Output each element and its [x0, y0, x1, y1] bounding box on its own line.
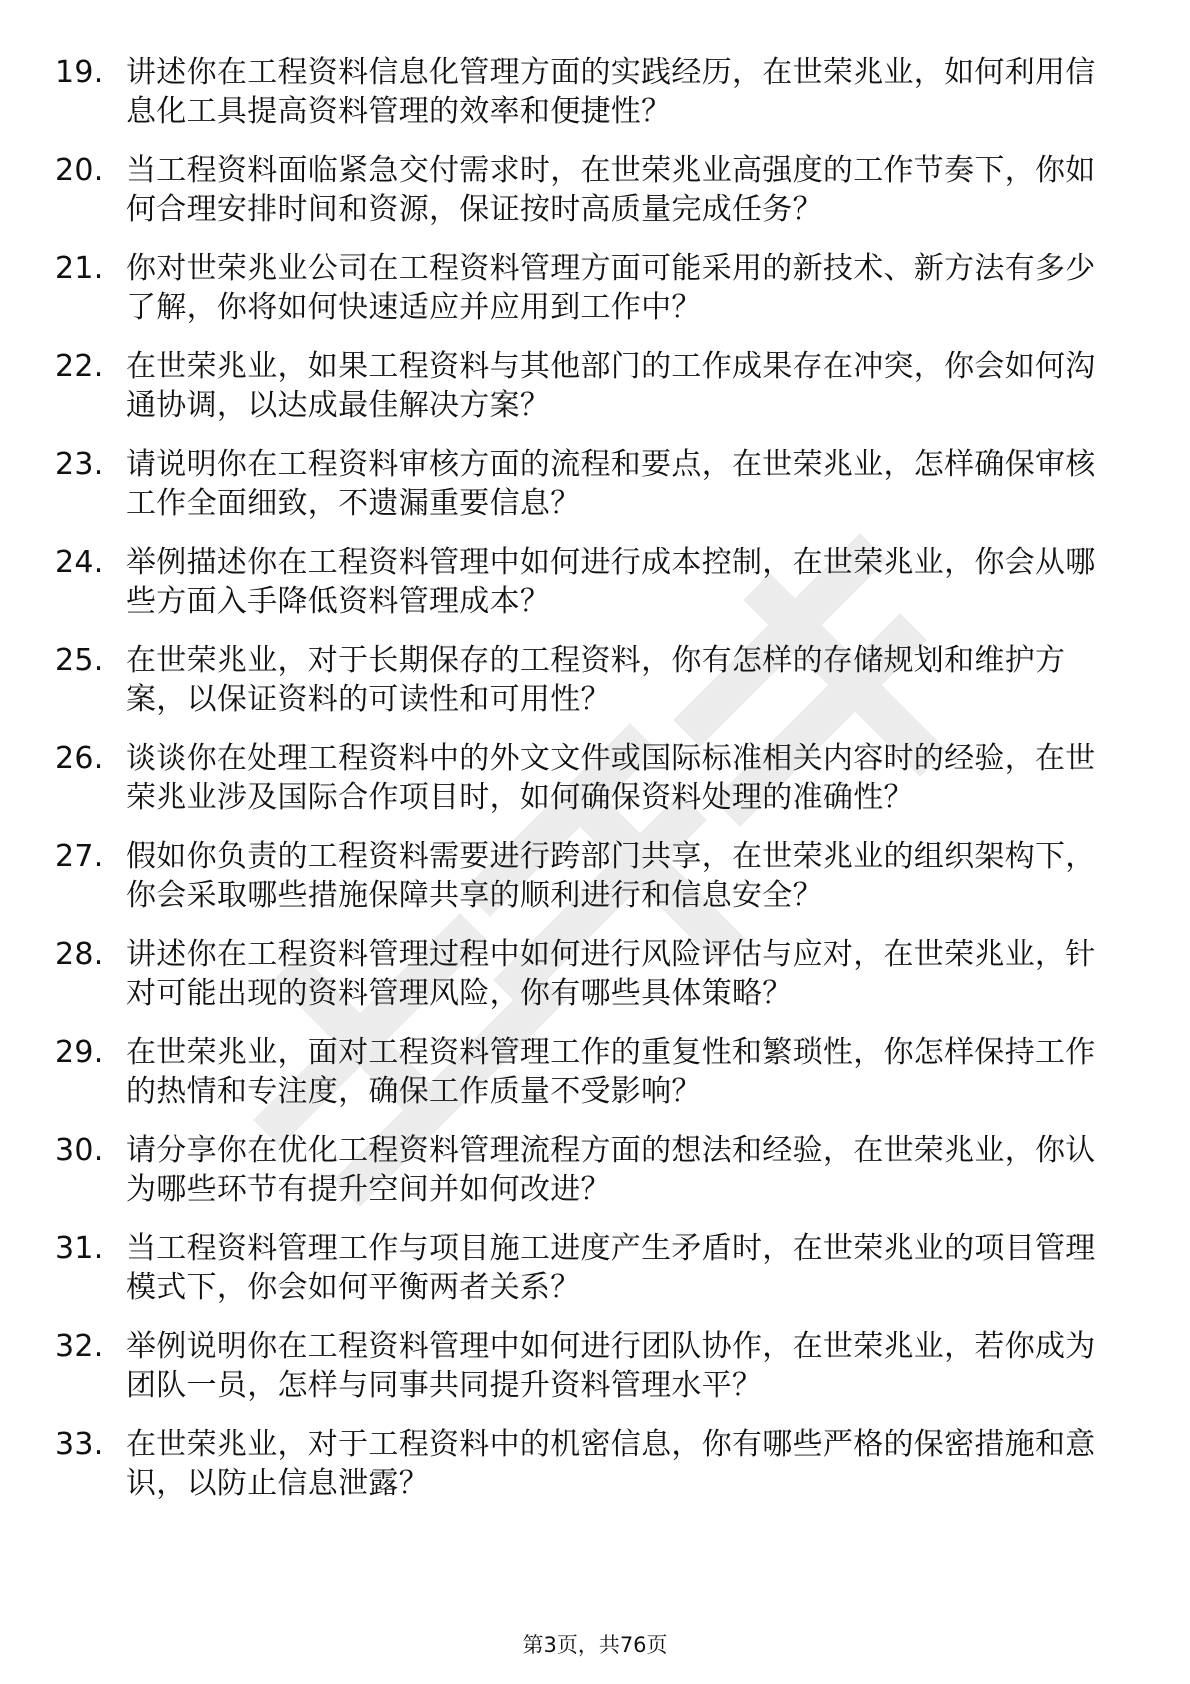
- list-item: [55, 445, 1115, 523]
- list-item: [55, 543, 1115, 621]
- list-item: [55, 1229, 1115, 1307]
- question-number: 25.: [55, 643, 104, 678]
- list-item: [55, 151, 1115, 229]
- question-number: 32.: [55, 1329, 104, 1364]
- list-item: [55, 1327, 1115, 1405]
- question-number: 30.: [55, 1133, 104, 1168]
- question-number: 28.: [55, 937, 104, 972]
- question-number: 22.: [55, 349, 104, 384]
- list-item: [55, 249, 1115, 327]
- list-item: [55, 347, 1115, 425]
- list-item: [55, 935, 1115, 1013]
- list-item: [55, 739, 1115, 817]
- question-text: 请分享你在优化工程资料管理流程方面的想法和经验，在世荣兆业，你认为哪些环节有提升空间并如何改进？: [126, 1133, 1096, 1207]
- question-text: 在世荣兆业，如果工程资料与其他部门的工作成果存在冲突，你会如何沟通协调，以达成最佳解决方案？: [126, 349, 1096, 423]
- question-number: 19.: [55, 55, 104, 90]
- question-number: 33.: [55, 1427, 104, 1462]
- question-text: 讲述你在工程资料信息化管理方面的实践经历，在世荣兆业，如何利用信息化工具提高资料管理的效率和便捷性？: [126, 55, 1096, 129]
- question-text: 讲述你在工程资料管理过程中如何进行风险评估与应对，在世荣兆业，针对可能出现的资料管理风险，你有哪些具体策略？: [126, 937, 1096, 1011]
- list-item: [55, 1131, 1115, 1209]
- list-item: [55, 837, 1115, 915]
- question-text: 谈谈你在处理工程资料中的外文文件或国际标准相关内容时的经验，在世荣兆业涉及国际合作项目时，如何确保资料处理的准确性？: [126, 741, 1096, 815]
- question-text: 你对世荣兆业公司在工程资料管理方面可能采用的新技术、新方法有多少了解，你将如何快速适应并应用到工作中？: [126, 251, 1096, 325]
- question-number: 20.: [55, 153, 104, 188]
- list-item: [55, 53, 1115, 131]
- question-text: 当工程资料管理工作与项目施工进度产生矛盾时，在世荣兆业的项目管理模式下，你会如何平衡两者关系？: [126, 1231, 1096, 1305]
- question-text: 当工程资料面临紧急交付需求时，在世荣兆业高强度的工作节奏下，你如何合理安排时间和资源，保证按时高质量完成任务？: [126, 153, 1096, 227]
- question-number: 23.: [55, 447, 104, 482]
- question-text: 在世荣兆业，面对工程资料管理工作的重复性和繁琐性，你怎样保持工作的热情和专注度，确保工作质量不受影响？: [126, 1035, 1096, 1109]
- question-text: 举例说明你在工程资料管理中如何进行团队协作，在世荣兆业，若你成为团队一员，怎样与同事共同提升资料管理水平？: [126, 1329, 1096, 1403]
- question-number: 26.: [55, 741, 104, 776]
- question-number: 29.: [55, 1035, 104, 1070]
- question-number: 27.: [55, 839, 104, 874]
- question-text: 在世荣兆业，对于长期保存的工程资料，你有怎样的存储规划和维护方案，以保证资料的可读性和可用性？: [126, 643, 1066, 717]
- list-item: [55, 1425, 1115, 1503]
- question-list: [55, 53, 1115, 1523]
- question-number: 31.: [55, 1231, 104, 1266]
- question-text: 举例描述你在工程资料管理中如何进行成本控制，在世荣兆业，你会从哪些方面入手降低资料管理成本？: [126, 545, 1096, 619]
- list-item: [55, 641, 1115, 719]
- list-item: [55, 1033, 1115, 1111]
- page-number-footer: 第3页，共76页: [522, 1633, 668, 1657]
- question-text: 在世荣兆业，对于工程资料中的机密信息，你有哪些严格的保密措施和意识，以防止信息泄露？: [126, 1427, 1096, 1501]
- question-text: 请说明你在工程资料审核方面的流程和要点，在世荣兆业，怎样确保审核工作全面细致，不遗漏重要信息？: [126, 447, 1096, 521]
- question-number: 21.: [55, 251, 104, 286]
- question-number: 24.: [55, 545, 104, 580]
- question-text: 假如你负责的工程资料需要进行跨部门共享，在世荣兆业的组织架构下，你会采取哪些措施保障共享的顺利进行和信息安全？: [126, 839, 1096, 913]
